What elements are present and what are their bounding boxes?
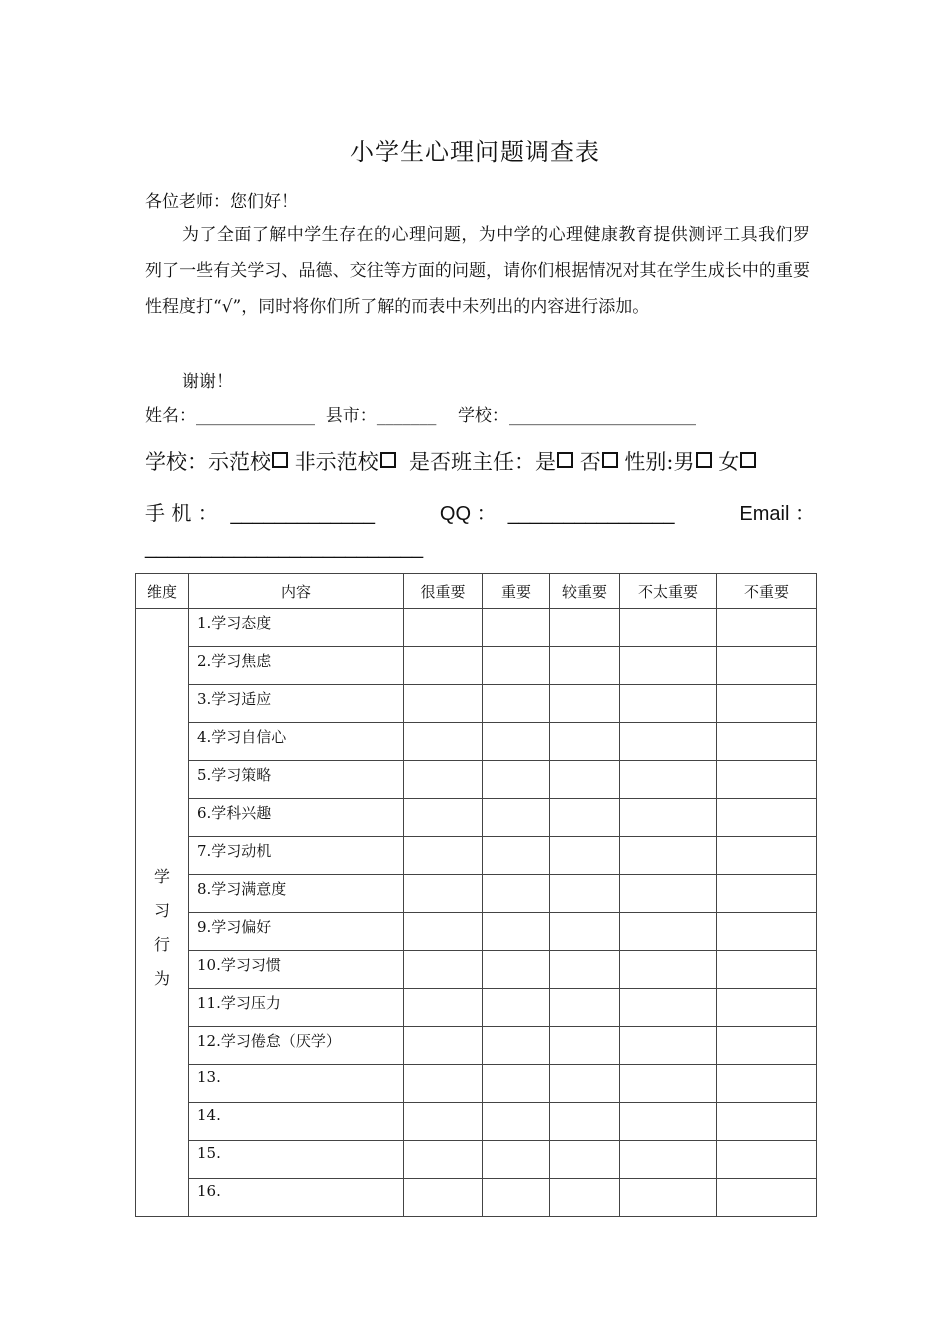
rating-cell-not-very-important[interactable] bbox=[620, 875, 717, 913]
male-label: 男 bbox=[673, 450, 695, 474]
rating-cell-important[interactable] bbox=[483, 837, 550, 875]
female-checkbox[interactable] bbox=[740, 452, 756, 468]
table-row bbox=[136, 1141, 817, 1179]
rating-cell-not-important[interactable] bbox=[717, 1065, 817, 1103]
rating-cell-fairly-important[interactable] bbox=[550, 799, 620, 837]
rating-cell-important[interactable] bbox=[483, 951, 550, 989]
county-field[interactable]: _______ bbox=[376, 406, 437, 426]
rating-cell-important[interactable] bbox=[483, 685, 550, 723]
table-row bbox=[136, 1065, 817, 1103]
qq-group bbox=[440, 497, 675, 526]
item-cell: 12.学习倦怠（厌学） bbox=[189, 1027, 404, 1065]
email-field[interactable]: _________________________ bbox=[145, 537, 424, 559]
rating-cell-important[interactable] bbox=[483, 799, 550, 837]
rating-cell-important[interactable] bbox=[483, 989, 550, 1027]
rating-cell-fairly-important[interactable] bbox=[550, 989, 620, 1027]
rating-cell-important[interactable] bbox=[483, 1027, 550, 1065]
rating-cell-fairly-important[interactable] bbox=[550, 1179, 620, 1217]
name-label: 姓名： bbox=[145, 406, 196, 426]
rating-cell-not-important[interactable] bbox=[717, 837, 817, 875]
rating-cell-not-very-important[interactable] bbox=[620, 837, 717, 875]
rating-cell-very-important[interactable] bbox=[404, 1103, 483, 1141]
rating-cell-not-important[interactable] bbox=[717, 723, 817, 761]
header-very-important: 很重要 bbox=[404, 574, 483, 609]
rating-cell-very-important[interactable] bbox=[404, 913, 483, 951]
dimension-cell bbox=[136, 609, 189, 1217]
item-cell: 13. bbox=[189, 1065, 404, 1103]
rating-cell-fairly-important[interactable] bbox=[550, 951, 620, 989]
rating-cell-important[interactable] bbox=[483, 913, 550, 951]
rating-cell-very-important[interactable] bbox=[404, 1179, 483, 1217]
rating-cell-fairly-important[interactable] bbox=[550, 685, 620, 723]
rating-cell-fairly-important[interactable] bbox=[550, 837, 620, 875]
rating-cell-important[interactable] bbox=[483, 609, 550, 647]
rating-cell-fairly-important[interactable] bbox=[550, 761, 620, 799]
rating-cell-important[interactable] bbox=[483, 761, 550, 799]
intro-paragraph: 为了全面了解中学生存在的心理问题，为中学的心理健康教育提供测评工具我们罗列了一些有关学习、品德、交往等方面的问题，请你们根据情况对其在学生成长中的重要性程度打“√”，同时将你们所了解的而表中未列出的内容进行添加。 bbox=[145, 225, 810, 317]
non-demo-school-checkbox[interactable] bbox=[380, 452, 396, 468]
header-important: 重要 bbox=[483, 574, 550, 609]
rating-cell-not-important[interactable] bbox=[717, 1027, 817, 1065]
table-row bbox=[136, 1027, 817, 1065]
rating-cell-important[interactable] bbox=[483, 1141, 550, 1179]
school-field[interactable]: ______________________ bbox=[508, 406, 696, 426]
rating-cell-very-important[interactable] bbox=[404, 875, 483, 913]
rating-cell-not-important[interactable] bbox=[717, 609, 817, 647]
item-cell: 7.学习动机 bbox=[189, 837, 404, 875]
rating-cell-not-important[interactable] bbox=[717, 647, 817, 685]
rating-cell-not-important[interactable] bbox=[717, 951, 817, 989]
rating-cell-fairly-important[interactable] bbox=[550, 875, 620, 913]
rating-cell-not-important[interactable] bbox=[717, 913, 817, 951]
rating-cell-not-very-important[interactable] bbox=[620, 609, 717, 647]
rating-cell-very-important[interactable] bbox=[404, 951, 483, 989]
rating-cell-very-important[interactable] bbox=[404, 989, 483, 1027]
rating-cell-not-very-important[interactable] bbox=[620, 913, 717, 951]
survey-table bbox=[135, 573, 817, 1217]
rating-cell-very-important[interactable] bbox=[404, 647, 483, 685]
rating-cell-very-important[interactable] bbox=[404, 837, 483, 875]
table-row bbox=[136, 685, 817, 723]
rating-cell-very-important[interactable] bbox=[404, 799, 483, 837]
rating-cell-not-very-important[interactable] bbox=[620, 1103, 717, 1141]
rating-cell-not-very-important[interactable] bbox=[620, 1065, 717, 1103]
rating-cell-very-important[interactable] bbox=[404, 761, 483, 799]
rating-cell-not-important[interactable] bbox=[717, 761, 817, 799]
table-row bbox=[136, 951, 817, 989]
rating-cell-important[interactable] bbox=[483, 647, 550, 685]
rating-cell-not-important[interactable] bbox=[717, 799, 817, 837]
rating-cell-very-important[interactable] bbox=[404, 1141, 483, 1179]
table-row bbox=[136, 875, 817, 913]
item-cell: 9.学习偏好 bbox=[189, 913, 404, 951]
female-label: 女 bbox=[718, 450, 740, 474]
rating-cell-fairly-important[interactable] bbox=[550, 609, 620, 647]
header-not-important: 不重要 bbox=[717, 574, 817, 609]
rating-cell-not-very-important[interactable] bbox=[620, 761, 717, 799]
item-cell: 6.学科兴趣 bbox=[189, 799, 404, 837]
gender-label: 性别: bbox=[624, 450, 674, 474]
item-cell: 3.学习适应 bbox=[189, 685, 404, 723]
rating-cell-not-important[interactable] bbox=[717, 1103, 817, 1141]
item-cell: 16. bbox=[189, 1179, 404, 1217]
dimension-label: 学习行为 bbox=[153, 866, 170, 988]
rating-cell-not-very-important[interactable] bbox=[620, 647, 717, 685]
non-demo-school-label: 非示范校 bbox=[294, 450, 379, 474]
table-row bbox=[136, 761, 817, 799]
phone-group bbox=[145, 497, 375, 526]
table-row bbox=[136, 989, 817, 1027]
rating-cell-important[interactable] bbox=[483, 1103, 550, 1141]
respondent-info-line bbox=[145, 398, 810, 434]
school-label: 学校： bbox=[457, 406, 509, 426]
page-title: 小学生心理问题调查表 bbox=[350, 138, 600, 166]
header-fairly-important: 较重要 bbox=[550, 574, 620, 609]
rating-cell-not-important[interactable] bbox=[717, 685, 817, 723]
yes-label: 是 bbox=[535, 450, 557, 474]
rating-cell-not-very-important[interactable] bbox=[620, 1179, 717, 1217]
rating-cell-not-important[interactable] bbox=[717, 1141, 817, 1179]
table-row bbox=[136, 799, 817, 837]
county-label: 县市： bbox=[325, 406, 377, 426]
header-dimension: 维度 bbox=[136, 574, 189, 609]
item-cell: 11.学习压力 bbox=[189, 989, 404, 1027]
rating-cell-not-very-important[interactable] bbox=[620, 723, 717, 761]
header-not-very-important: 不太重要 bbox=[620, 574, 717, 609]
table-row bbox=[136, 1179, 817, 1217]
rating-cell-fairly-important[interactable] bbox=[550, 1065, 620, 1103]
item-cell: 8.学习满意度 bbox=[189, 875, 404, 913]
phone-label: 手 机 ： bbox=[145, 501, 218, 525]
rating-cell-not-very-important[interactable] bbox=[620, 1141, 717, 1179]
rating-cell-fairly-important[interactable] bbox=[550, 1141, 620, 1179]
contact-line bbox=[145, 497, 815, 526]
demo-school-label: 示范校 bbox=[208, 450, 271, 474]
rating-cell-not-very-important[interactable] bbox=[620, 989, 717, 1027]
rating-cell-important[interactable] bbox=[483, 1065, 550, 1103]
item-cell: 1.学习态度 bbox=[189, 609, 404, 647]
survey-body bbox=[136, 609, 817, 1217]
male-checkbox[interactable] bbox=[696, 452, 712, 468]
rating-cell-very-important[interactable] bbox=[404, 609, 483, 647]
item-cell: 15. bbox=[189, 1141, 404, 1179]
rating-cell-not-important[interactable] bbox=[717, 1179, 817, 1217]
item-cell: 5.学习策略 bbox=[189, 761, 404, 799]
table-row bbox=[136, 913, 817, 951]
qq-label: QQ ： bbox=[439, 503, 497, 525]
rating-cell-very-important[interactable] bbox=[404, 1065, 483, 1103]
rating-cell-fairly-important[interactable] bbox=[550, 723, 620, 761]
rating-cell-fairly-important[interactable] bbox=[550, 1103, 620, 1141]
rating-cell-fairly-important[interactable] bbox=[550, 1027, 620, 1065]
rating-cell-not-very-important[interactable] bbox=[620, 1027, 717, 1065]
demo-school-checkbox[interactable] bbox=[272, 452, 288, 468]
rating-cell-not-important[interactable] bbox=[717, 989, 817, 1027]
yes-checkbox[interactable] bbox=[557, 452, 573, 468]
rating-cell-very-important[interactable] bbox=[404, 723, 483, 761]
table-row bbox=[136, 647, 817, 685]
thanks-text: 谢谢！ bbox=[182, 372, 233, 392]
no-checkbox[interactable] bbox=[602, 452, 618, 468]
rating-cell-important[interactable] bbox=[483, 723, 550, 761]
table-row bbox=[136, 837, 817, 875]
greeting: 各位老师：您们好！ bbox=[145, 192, 298, 212]
rating-cell-fairly-important[interactable] bbox=[550, 913, 620, 951]
rating-cell-important[interactable] bbox=[483, 1179, 550, 1217]
table-row bbox=[136, 609, 817, 647]
qq-field[interactable]: _______________ bbox=[507, 503, 675, 525]
name-field[interactable]: ______________ bbox=[196, 406, 315, 426]
table-row bbox=[136, 723, 817, 761]
rating-cell-fairly-important[interactable] bbox=[550, 647, 620, 685]
no-label: 否 bbox=[579, 450, 601, 474]
header-row bbox=[136, 574, 817, 609]
rating-cell-not-very-important[interactable] bbox=[620, 799, 717, 837]
item-cell: 2.学习焦虑 bbox=[189, 647, 404, 685]
rating-cell-not-very-important[interactable] bbox=[620, 685, 717, 723]
rating-cell-not-very-important[interactable] bbox=[620, 951, 717, 989]
rating-cell-very-important[interactable] bbox=[404, 685, 483, 723]
header-content: 内容 bbox=[189, 574, 404, 609]
phone-field[interactable]: _____________ bbox=[230, 503, 376, 525]
school-type-line bbox=[145, 446, 815, 476]
school-type-label: 学校： bbox=[145, 450, 208, 474]
table-row bbox=[136, 1103, 817, 1141]
item-cell: 14. bbox=[189, 1103, 404, 1141]
email-label: Email ： bbox=[739, 503, 815, 525]
rating-cell-very-important[interactable] bbox=[404, 1027, 483, 1065]
rating-cell-important[interactable] bbox=[483, 875, 550, 913]
head-teacher-label: 是否班主任： bbox=[409, 450, 536, 474]
item-cell: 4.学习自信心 bbox=[189, 723, 404, 761]
rating-cell-not-important[interactable] bbox=[717, 875, 817, 913]
item-cell: 10.学习习惯 bbox=[189, 951, 404, 989]
